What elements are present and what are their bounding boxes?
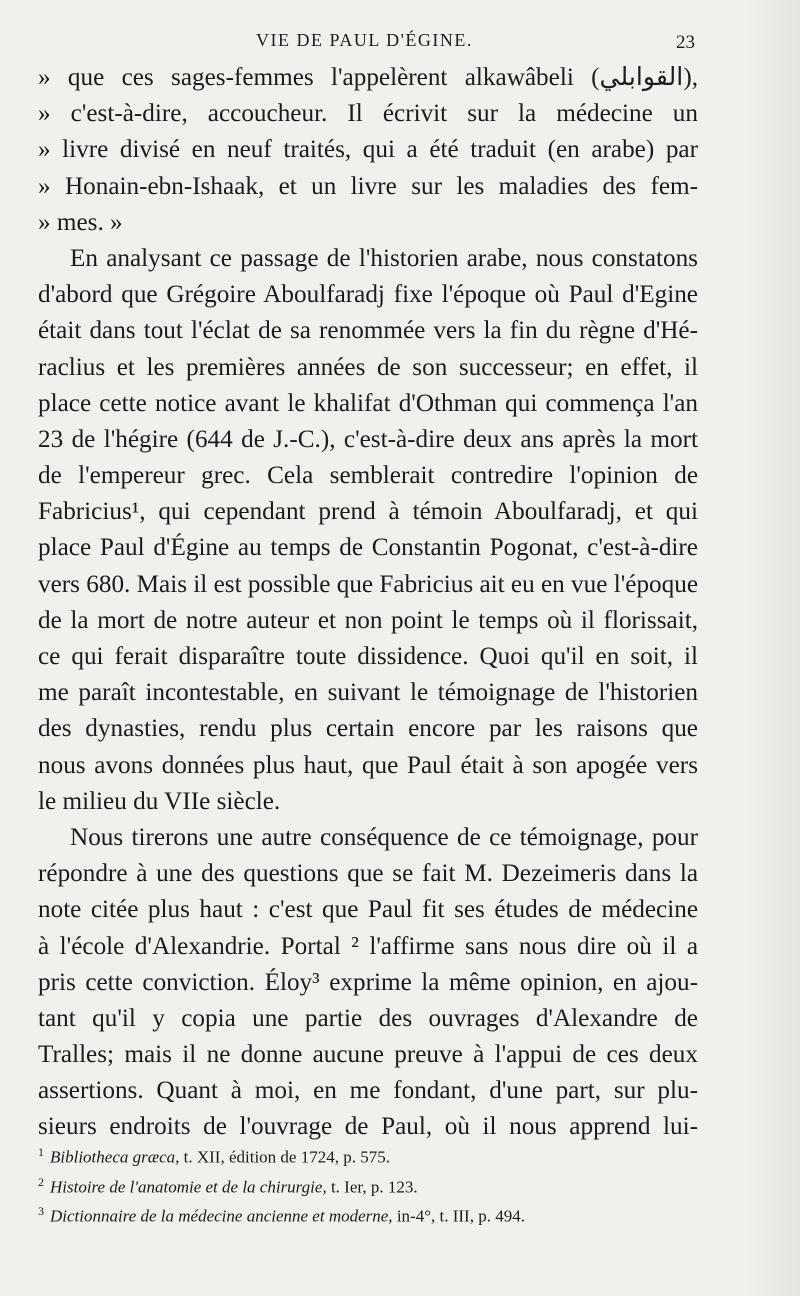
text-line: était dans tout l'éclat de sa renommée vers la fin du règne d'Hé- bbox=[38, 317, 698, 345]
text-line: 23 de l'hégire (644 de J.-C.), c'est-à-dire deux ans après la mort bbox=[38, 425, 698, 453]
text-line: tant qu'il y copia une partie des ouvrages d'Alexandre de bbox=[38, 1004, 698, 1032]
text-line: En analysant ce passage de l'historien arabe, nous constatons bbox=[70, 244, 698, 272]
text-line: » c'est-à-dire, accoucheur. Il écrivit sur la médecine un bbox=[38, 100, 698, 128]
footnote-reference: t. Ier, p. 123. bbox=[326, 1177, 418, 1197]
text-line: vers 680. Mais il est possible que Fabricius ait eu en vue l'époque bbox=[38, 570, 698, 598]
footnote-mark: 2 bbox=[38, 1174, 44, 1189]
text-line: des dynasties, rendu plus certain encore par les raisons que bbox=[38, 715, 698, 743]
footnote bbox=[38, 1199, 698, 1229]
footnote-reference: in-4°, t. III, p. 494. bbox=[392, 1206, 525, 1226]
text-line: » que ces sages-femmes l'appelèrent alkawâbeli (القوابلي), bbox=[38, 64, 698, 91]
text-line: pris cette conviction. Éloy³ exprime la même opinion, en ajou- bbox=[38, 968, 698, 996]
text-line: d'abord que Grégoire Aboulfaradj fixe l'époque où Paul d'Egine bbox=[38, 281, 698, 309]
text-line: de l'empereur grec. Cela semblerait contredire l'opinion de bbox=[38, 462, 698, 490]
footnote-reference: t. XII, édition de 1724, p. 575. bbox=[179, 1147, 390, 1167]
text-line: me paraît incontestable, en suivant le témoignage de l'historien bbox=[38, 679, 698, 707]
text-line: » livre divisé en neuf traités, qui a été traduit (en arabe) par bbox=[38, 136, 698, 164]
footnote-title: Histoire de l'anatomie et de la chirurgie, bbox=[50, 1177, 327, 1197]
text-line: de la mort de notre auteur et non point le temps où il florissait, bbox=[38, 606, 698, 634]
footnote bbox=[38, 1170, 698, 1200]
text-line: répondre à une des questions que se fait M. Dezeimeris dans la bbox=[38, 860, 698, 888]
footnote-mark: 1 bbox=[38, 1145, 44, 1159]
page-gutter-shadow bbox=[740, 0, 800, 1296]
page-number: 23 bbox=[676, 32, 695, 53]
text-line: Nous tirerons une autre conséquence de ce témoignage, pour bbox=[70, 823, 698, 851]
text-line: place cette notice avant le khalifat d'Othman qui commença l'an bbox=[38, 389, 698, 417]
text-line: raclius et les premières années de son successeur; en effet, il bbox=[38, 353, 698, 381]
running-head bbox=[0, 30, 800, 54]
text-line: place Paul d'Égine au temps de Constantin Pogonat, c'est-à-dire bbox=[38, 534, 698, 562]
footnote bbox=[38, 1140, 698, 1170]
footnote-mark: 3 bbox=[38, 1204, 44, 1219]
text-line: à l'école d'Alexandrie. Portal ² l'affirme sans nous dire où il a bbox=[38, 932, 698, 960]
text-line: » Honain-ebn-Ishaak, et un livre sur les maladies des fem- bbox=[38, 172, 698, 200]
text-line: ce qui ferait disparaître toute dissidence. Quoi qu'il en soit, il bbox=[38, 643, 698, 670]
running-title: VIE DE PAUL D'ÉGINE. bbox=[256, 30, 473, 50]
text-line: sieurs endroits de l'ouvrage de Paul, où il nous apprend lui- bbox=[38, 1113, 698, 1141]
footnotes bbox=[38, 1140, 698, 1229]
text-line: » mes. » bbox=[38, 208, 123, 236]
footnote-title: Bibliotheca græca, bbox=[50, 1147, 180, 1167]
body-text bbox=[38, 60, 698, 1146]
text-line: note citée plus haut : c'est que Paul fit ses études de médecine bbox=[38, 896, 698, 924]
text-line: le milieu du VIIe siècle. bbox=[38, 787, 281, 815]
text-line: Tralles; mais il ne donne aucune preuve à l'appui de ces deux bbox=[38, 1041, 698, 1069]
text-line: Fabricius¹, qui cependant prend à témoin Aboulfaradj, et qui bbox=[38, 498, 698, 526]
footnote-title: Dictionnaire de la médecine ancienne et moderne, bbox=[50, 1206, 393, 1226]
text-line: nous avons données plus haut, que Paul était à son apogée vers bbox=[38, 751, 698, 779]
text-line: assertions. Quant à moi, en me fondant, d'une part, sur plu- bbox=[38, 1077, 698, 1105]
